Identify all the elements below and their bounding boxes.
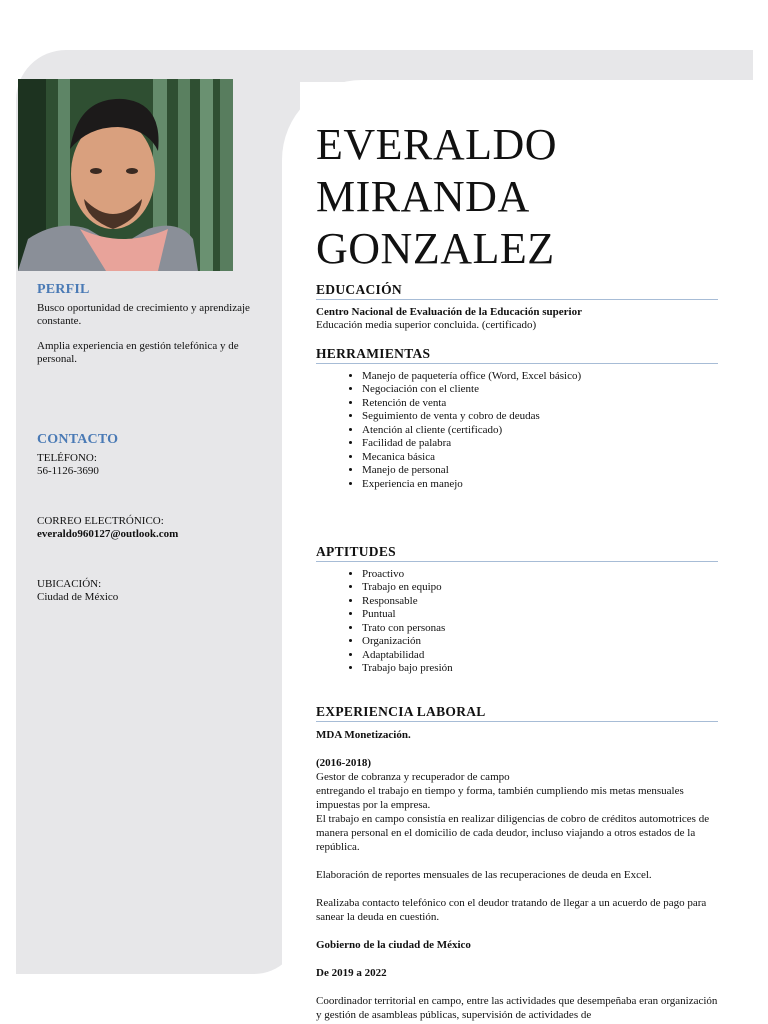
list-item: • Trato con personas bbox=[362, 622, 718, 636]
list-item: • Manejo de personal bbox=[362, 464, 718, 478]
job2-company: Gobierno de la ciudad de México bbox=[316, 939, 471, 951]
job1-company: MDA Monetización. bbox=[316, 729, 411, 741]
name-line-2: MIRANDA bbox=[316, 172, 530, 221]
job1-desc4: Realizaba contacto telefónico con el deudor tratando de llegar a un acuerdo de pago para sanear la deuda en cuestión. bbox=[316, 897, 707, 923]
job2-period: De 2019 a 2022 bbox=[316, 967, 387, 979]
list-item: • Trabajo en equipo bbox=[362, 581, 718, 595]
list-item: • Experiencia en manejo bbox=[362, 478, 718, 492]
aptitudes-section bbox=[316, 545, 718, 676]
candidate-name bbox=[316, 119, 716, 275]
ubicacion-value: Ciudad de México bbox=[37, 591, 119, 603]
list-item: • Atención al cliente (certificado) bbox=[362, 424, 718, 438]
aptitudes-list bbox=[316, 568, 718, 676]
job1-period: (2016-2018) bbox=[316, 757, 371, 769]
aptitudes-heading: APTITUDES bbox=[316, 545, 718, 562]
telefono-value: 56-1126-3690 bbox=[37, 465, 99, 477]
job1-desc1: entregando el trabajo en tiempo y forma, también cumpliendo mis metas mensuales impuestas por la empresa. bbox=[316, 785, 684, 811]
perfil-text-2: Amplia experiencia en gestión telefónica y de personal. bbox=[37, 340, 239, 365]
correo-value: everaldo960127@outlook.com bbox=[37, 528, 179, 540]
educacion-section bbox=[316, 283, 718, 333]
ubicacion-label: UBICACIÓN: bbox=[37, 578, 102, 590]
list-item: • Organización bbox=[362, 635, 718, 649]
job1-desc2: El trabajo en campo consistía en realizar diligencias de cobro de créditos automotrices de manera personal en el domicilio de cada deudor, incluso viajando a otros estados de la república. bbox=[316, 813, 710, 853]
educacion-detail: Educación media superior concluida. (certificado) bbox=[316, 319, 537, 331]
profile-photo bbox=[18, 79, 233, 271]
perfil-heading: PERFIL bbox=[37, 282, 90, 297]
contacto-heading: CONTACTO bbox=[37, 432, 119, 447]
herramientas-section bbox=[316, 347, 718, 491]
herramientas-heading: HERRAMIENTAS bbox=[316, 347, 718, 364]
job1-desc3: Elaboración de reportes mensuales de las recuperaciones de deuda en Excel. bbox=[316, 869, 652, 881]
list-item: • Negociación con el cliente bbox=[362, 383, 718, 397]
list-item: • Puntual bbox=[362, 608, 718, 622]
job2-desc1: Coordinador territorial en campo, entre las actividades que desempeñaba eran organización y gestión de asambleas públicas, supervisión de actividades de bbox=[316, 995, 718, 1021]
list-item: • Adaptabilidad bbox=[362, 649, 718, 663]
list-item: • Retención de venta bbox=[362, 397, 718, 411]
list-item: • Proactivo bbox=[362, 568, 718, 582]
telefono-label: TELÉFONO: bbox=[37, 452, 97, 464]
correo-label: CORREO ELECTRÓNICO: bbox=[37, 515, 164, 527]
perfil-text-1: Busco oportunidad de crecimiento y aprendizaje constante. bbox=[37, 302, 250, 327]
educacion-heading: EDUCACIÓN bbox=[316, 283, 718, 300]
experiencia-section bbox=[316, 705, 718, 1022]
experiencia-heading: EXPERIENCIA LABORAL bbox=[316, 705, 718, 722]
header-band bbox=[80, 50, 753, 82]
name-line-1: EVERALDO bbox=[316, 120, 558, 169]
list-item: • Seguimiento de venta y cobro de deudas bbox=[362, 410, 718, 424]
list-item: • Responsable bbox=[362, 595, 718, 609]
list-item: • Mecanica básica bbox=[362, 451, 718, 465]
herramientas-list bbox=[316, 370, 718, 492]
educacion-institution: Centro Nacional de Evaluación de la Educación superior bbox=[316, 305, 582, 318]
perfil-section bbox=[37, 283, 277, 378]
list-item: • Facilidad de palabra bbox=[362, 437, 718, 451]
list-item: • Manejo de paquetería office (Word, Excel básico) bbox=[362, 370, 718, 384]
job1-role: Gestor de cobranza y recuperador de campo bbox=[316, 771, 510, 783]
list-item: • Trabajo bajo presión bbox=[362, 662, 718, 676]
contacto-section bbox=[37, 433, 277, 604]
name-line-3: GONZALEZ bbox=[316, 224, 555, 273]
